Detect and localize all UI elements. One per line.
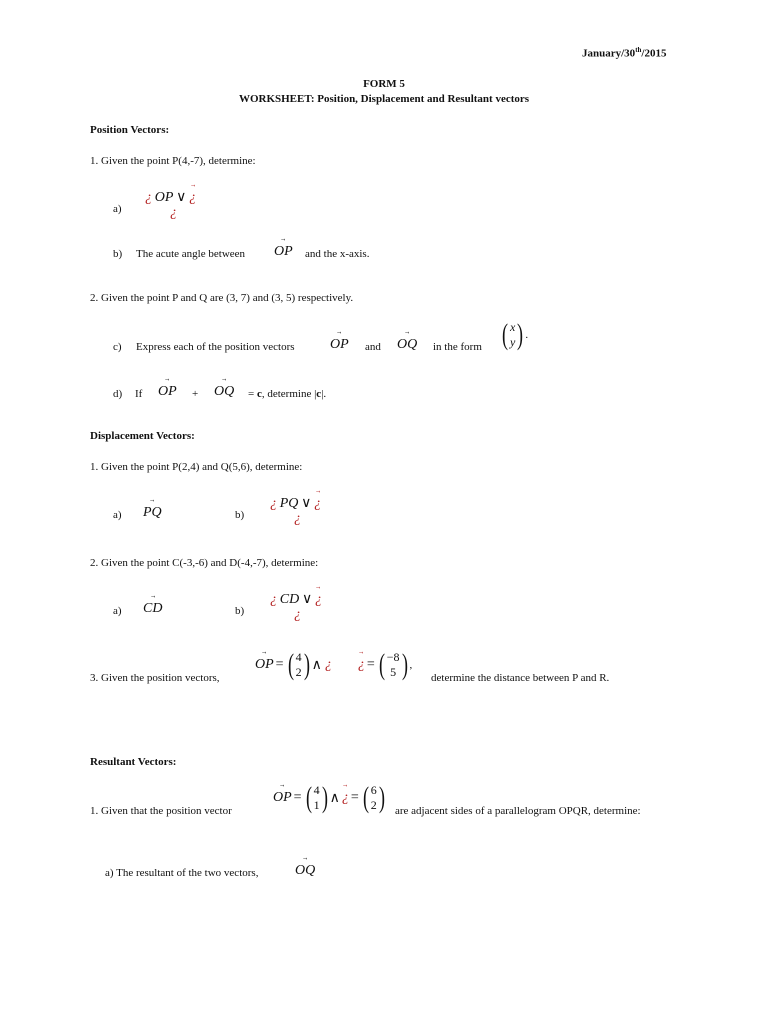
q1a-symbol-left: ¿ — [145, 190, 152, 205]
q2c-vector-oq — [397, 337, 417, 353]
disp-q1a-vector-pq — [143, 505, 162, 521]
resultant-q1-op-y: 1 — [313, 798, 320, 812]
resultant-vectors-heading: Resultant Vectors: — [90, 756, 177, 768]
disp-q2b-expression — [270, 591, 322, 608]
displacement-question-1: 1. Given the point P(2,4) and Q(5,6), determine: — [90, 461, 303, 473]
q2d-vector-oq — [214, 384, 234, 400]
displacement-question-3: 3. Given the position vectors, — [90, 672, 220, 684]
q2d-if: If — [135, 388, 143, 400]
disp-q3-symbol-2: → ¿ — [358, 657, 365, 673]
q2c-column-form — [500, 320, 528, 350]
q1b-label: b) — [113, 248, 123, 260]
resultant-q1-column-2 — [371, 783, 377, 813]
q2d-tail — [248, 388, 326, 400]
q2d-end: |. — [321, 388, 327, 400]
disp-q1b-vector-pq: PQ — [279, 496, 299, 511]
q2c-vector-oq-label: → OQ — [397, 337, 417, 353]
disp-q2a-label: a) — [113, 605, 122, 617]
disp-q3-vector-op: → OP — [255, 657, 274, 673]
q1a-vector-op: OP — [154, 190, 174, 205]
q2c-y: y — [510, 335, 516, 349]
disp-q3-symbol-1: ¿ — [324, 657, 332, 672]
resultant-q1a-text: a) The resultant of the two vectors, — [105, 867, 259, 879]
right-paren: ) — [303, 648, 310, 681]
disp-q3-column-op — [296, 650, 302, 680]
date-main: January/30 — [582, 47, 636, 60]
disp-q2b-symbol-below: ¿ — [294, 607, 301, 622]
resultant-q1-equals: = — [293, 790, 302, 805]
displacement-vectors-heading: Displacement Vectors: — [90, 430, 195, 442]
q1a-label: a) — [113, 203, 122, 215]
q2d-vector-op-label: → OP — [158, 384, 177, 400]
q2c-and: and — [365, 341, 381, 353]
disp-q3-equals: = — [275, 657, 284, 672]
q1b-text-end: and the x-axis. — [305, 248, 370, 260]
disp-q2a-vector-cd-label: → CD — [143, 601, 162, 617]
disp-q2a-vector-cd — [143, 601, 162, 617]
disp-q1b-symbol-left: ¿ — [270, 496, 277, 511]
q2c-x: x — [510, 320, 516, 334]
worksheet-title: WORKSHEET: Position, Displacement and Resultant vectors — [238, 93, 530, 105]
q2c-vector-op-label: → OP — [330, 337, 349, 353]
position-question-2: 2. Given the point P and Q are (3, 7) and (3, 5) respectively. — [90, 292, 354, 304]
disp-q1b-expression — [270, 495, 321, 512]
left-paren: ( — [362, 781, 369, 814]
left-paren: ( — [305, 781, 312, 814]
right-paren: ) — [321, 781, 328, 814]
resultant-q1-col2-x: 6 — [370, 783, 377, 797]
q2d-equals: = — [248, 388, 257, 400]
disp-q3-r-y: 5 — [390, 665, 397, 679]
disp-q2b-symbol-right: → ¿ — [315, 592, 322, 608]
disp-q3-and-symbol: ∧ — [311, 657, 322, 673]
resultant-q1-tail: are adjacent sides of a parallelogram OPQR, determine: — [395, 805, 641, 817]
q2d-label: d) — [113, 388, 123, 400]
disp-q1b-symbol-right: → ¿ — [314, 496, 321, 512]
disp-q3-column-r — [387, 650, 400, 680]
q2c-label: c) — [113, 341, 122, 353]
disp-q1b-label: b) — [235, 509, 245, 521]
resultant-q1-col2-y: 2 — [370, 798, 377, 812]
disp-q2b-symbol-left: ¿ — [270, 592, 277, 607]
left-paren: ( — [378, 648, 385, 681]
disp-q3-comma: , — [409, 659, 413, 671]
displacement-question-2: 2. Given the point C(-3,-6) and D(-4,-7), determine: — [90, 557, 319, 569]
q1b-vector-op-label: → OP — [274, 244, 293, 260]
disp-q3-equals-2: = — [366, 657, 375, 672]
resultant-q1-symbol: → ¿ — [342, 790, 349, 806]
disp-q2b-vector-cd: CD — [279, 592, 300, 607]
resultant-q1a-vector-oq — [295, 863, 315, 879]
date-superscript: th — [635, 46, 642, 54]
resultant-q1-op-x: 4 — [313, 783, 320, 797]
disp-q3-r-x: −8 — [386, 650, 400, 664]
disp-q3-op-y: 2 — [295, 665, 302, 679]
resultant-question-1: 1. Given that the position vector — [90, 805, 232, 817]
date-year: /2015 — [641, 47, 667, 60]
q1a-symbol-below: ¿ — [170, 205, 177, 220]
form-title: FORM 5 — [363, 78, 405, 90]
position-question-1: 1. Given the point P(4,-7), determine: — [90, 155, 256, 167]
q2c-vector-op — [330, 337, 349, 353]
q2d-plus: + — [192, 388, 199, 400]
q2d-determine: , determine | — [261, 388, 317, 400]
q2d-c: c — [256, 388, 262, 400]
disp-q1a-vector-pq-label: → PQ — [143, 505, 162, 521]
disp-q1b-or-symbol: ∨ — [301, 496, 312, 511]
q1a-or-symbol: ∨ — [176, 190, 187, 205]
q2c-text-start: Express each of the position vectors — [136, 341, 295, 353]
right-paren: ) — [401, 648, 408, 681]
disp-q3-op-x: 4 — [295, 650, 302, 664]
resultant-q1-column-op — [314, 783, 320, 813]
position-vectors-heading: Position Vectors: — [90, 124, 170, 136]
q2d-vector-oq-label: → OQ — [214, 384, 234, 400]
q2c-column-entries — [510, 320, 515, 350]
q1b-vector-op — [274, 244, 293, 260]
q2d-c-modulus: c — [316, 388, 322, 400]
worksheet-date — [582, 46, 666, 60]
disp-q1a-label: a) — [113, 509, 122, 521]
resultant-q1a-vector-oq-label: → OQ — [295, 863, 315, 879]
q2d-vector-op — [158, 384, 177, 400]
resultant-q1-and-symbol: ∧ — [329, 790, 340, 806]
disp-q3-vectors — [255, 650, 412, 680]
resultant-q1-vector-op: → OP — [273, 790, 292, 806]
disp-q2b-or-symbol: ∨ — [301, 592, 313, 607]
disp-q2b-label: b) — [235, 605, 245, 617]
left-paren: ( — [287, 648, 294, 681]
disp-q1b-symbol-below: ¿ — [294, 511, 301, 526]
resultant-q1-vectors — [273, 783, 387, 813]
q1b-text-start: The acute angle between — [136, 248, 246, 260]
q2c-text-end: in the form — [433, 341, 482, 353]
right-paren: ) — [517, 318, 524, 351]
resultant-q1-equals-2: = — [350, 790, 359, 805]
q2c-period: . — [525, 329, 529, 341]
left-paren: ( — [502, 318, 508, 351]
disp-q3-tail: determine the distance between P and R. — [431, 672, 610, 684]
q1a-symbol-right: → ¿ — [189, 190, 196, 206]
right-paren: ) — [378, 781, 385, 814]
q1a-expression — [145, 189, 196, 206]
